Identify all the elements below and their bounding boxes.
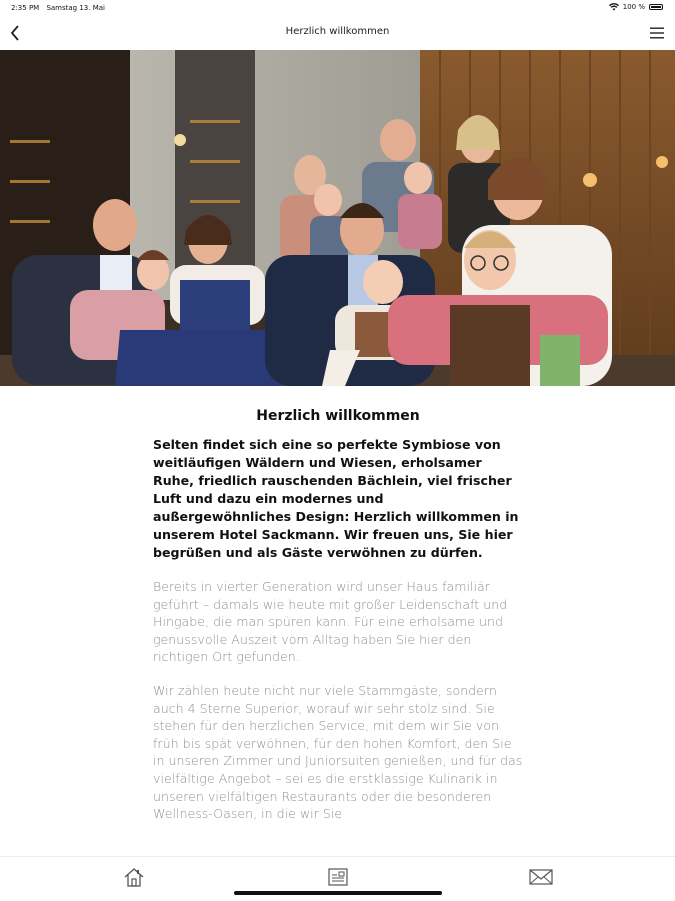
status-indicators	[609, 3, 663, 11]
content-section	[153, 408, 523, 856]
paragraph: Wir zählen heute nicht nur viele Stammgäste, sondern auch 4 Sterne Superior, worauf wir sehr stolz sind. Sie stehen für den herzlichen Service, mit dem wir Sie von früh bis spät verwöhnen, für den hohen Komfort, den Sie in unseren Zimmer und Juniorsuiten genießen, und für das vielfältige Angebot – sei es die erstklassige Kulinarik in unseren vielfältigen Restaurants oder die besonderen Wellness-Oasen, in die wir Sie	[153, 682, 523, 822]
hamburger-icon	[650, 27, 664, 39]
intro-text: Selten findet sich eine so perfekte Symbiose von weitläufigen Wäldern und Wiesen, erholsamer Ruhe, friedlich rauschenden Bächlein, viel frischer Luft und dazu ein modernes und außergewöhnliches Design: Herzlich willkommen in unserem Hotel Sackmann. Wir freuen uns, Sie hier begrüßen und als Gäste verwöhnen zu dürfen.	[153, 437, 519, 560]
mail-icon	[529, 868, 553, 886]
menu-button[interactable]	[647, 23, 667, 43]
tab-home[interactable]	[121, 865, 147, 889]
hero-image	[0, 50, 675, 386]
family-photo	[0, 50, 675, 386]
document-icon	[327, 866, 349, 888]
status-date: Samstag 13. Mai	[46, 4, 105, 12]
battery-percent: 100 %	[622, 3, 645, 11]
tab-info[interactable]	[325, 865, 351, 889]
nav-bar	[0, 18, 675, 48]
page-title: Herzlich willkommen	[285, 26, 390, 37]
status-bar	[0, 0, 675, 16]
paragraph: Bereits in vierter Generation wird unser Haus familiär geführt – damals wie heute mit großer Leidenschaft und Hingabe, die man spüren kann. Für eine erholsame und genussvolle Auszeit vom Alltag haben Sie hier den richtigen Ort gefunden.	[153, 579, 508, 665]
home-indicator	[234, 891, 442, 895]
home-icon	[123, 866, 145, 888]
tab-contact[interactable]	[528, 865, 554, 889]
status-time: 2:35 PM	[11, 4, 40, 12]
content-heading: Herzlich willkommen	[256, 408, 420, 424]
wifi-icon	[609, 3, 619, 11]
battery-icon	[649, 4, 663, 10]
status-time-date	[11, 4, 105, 12]
